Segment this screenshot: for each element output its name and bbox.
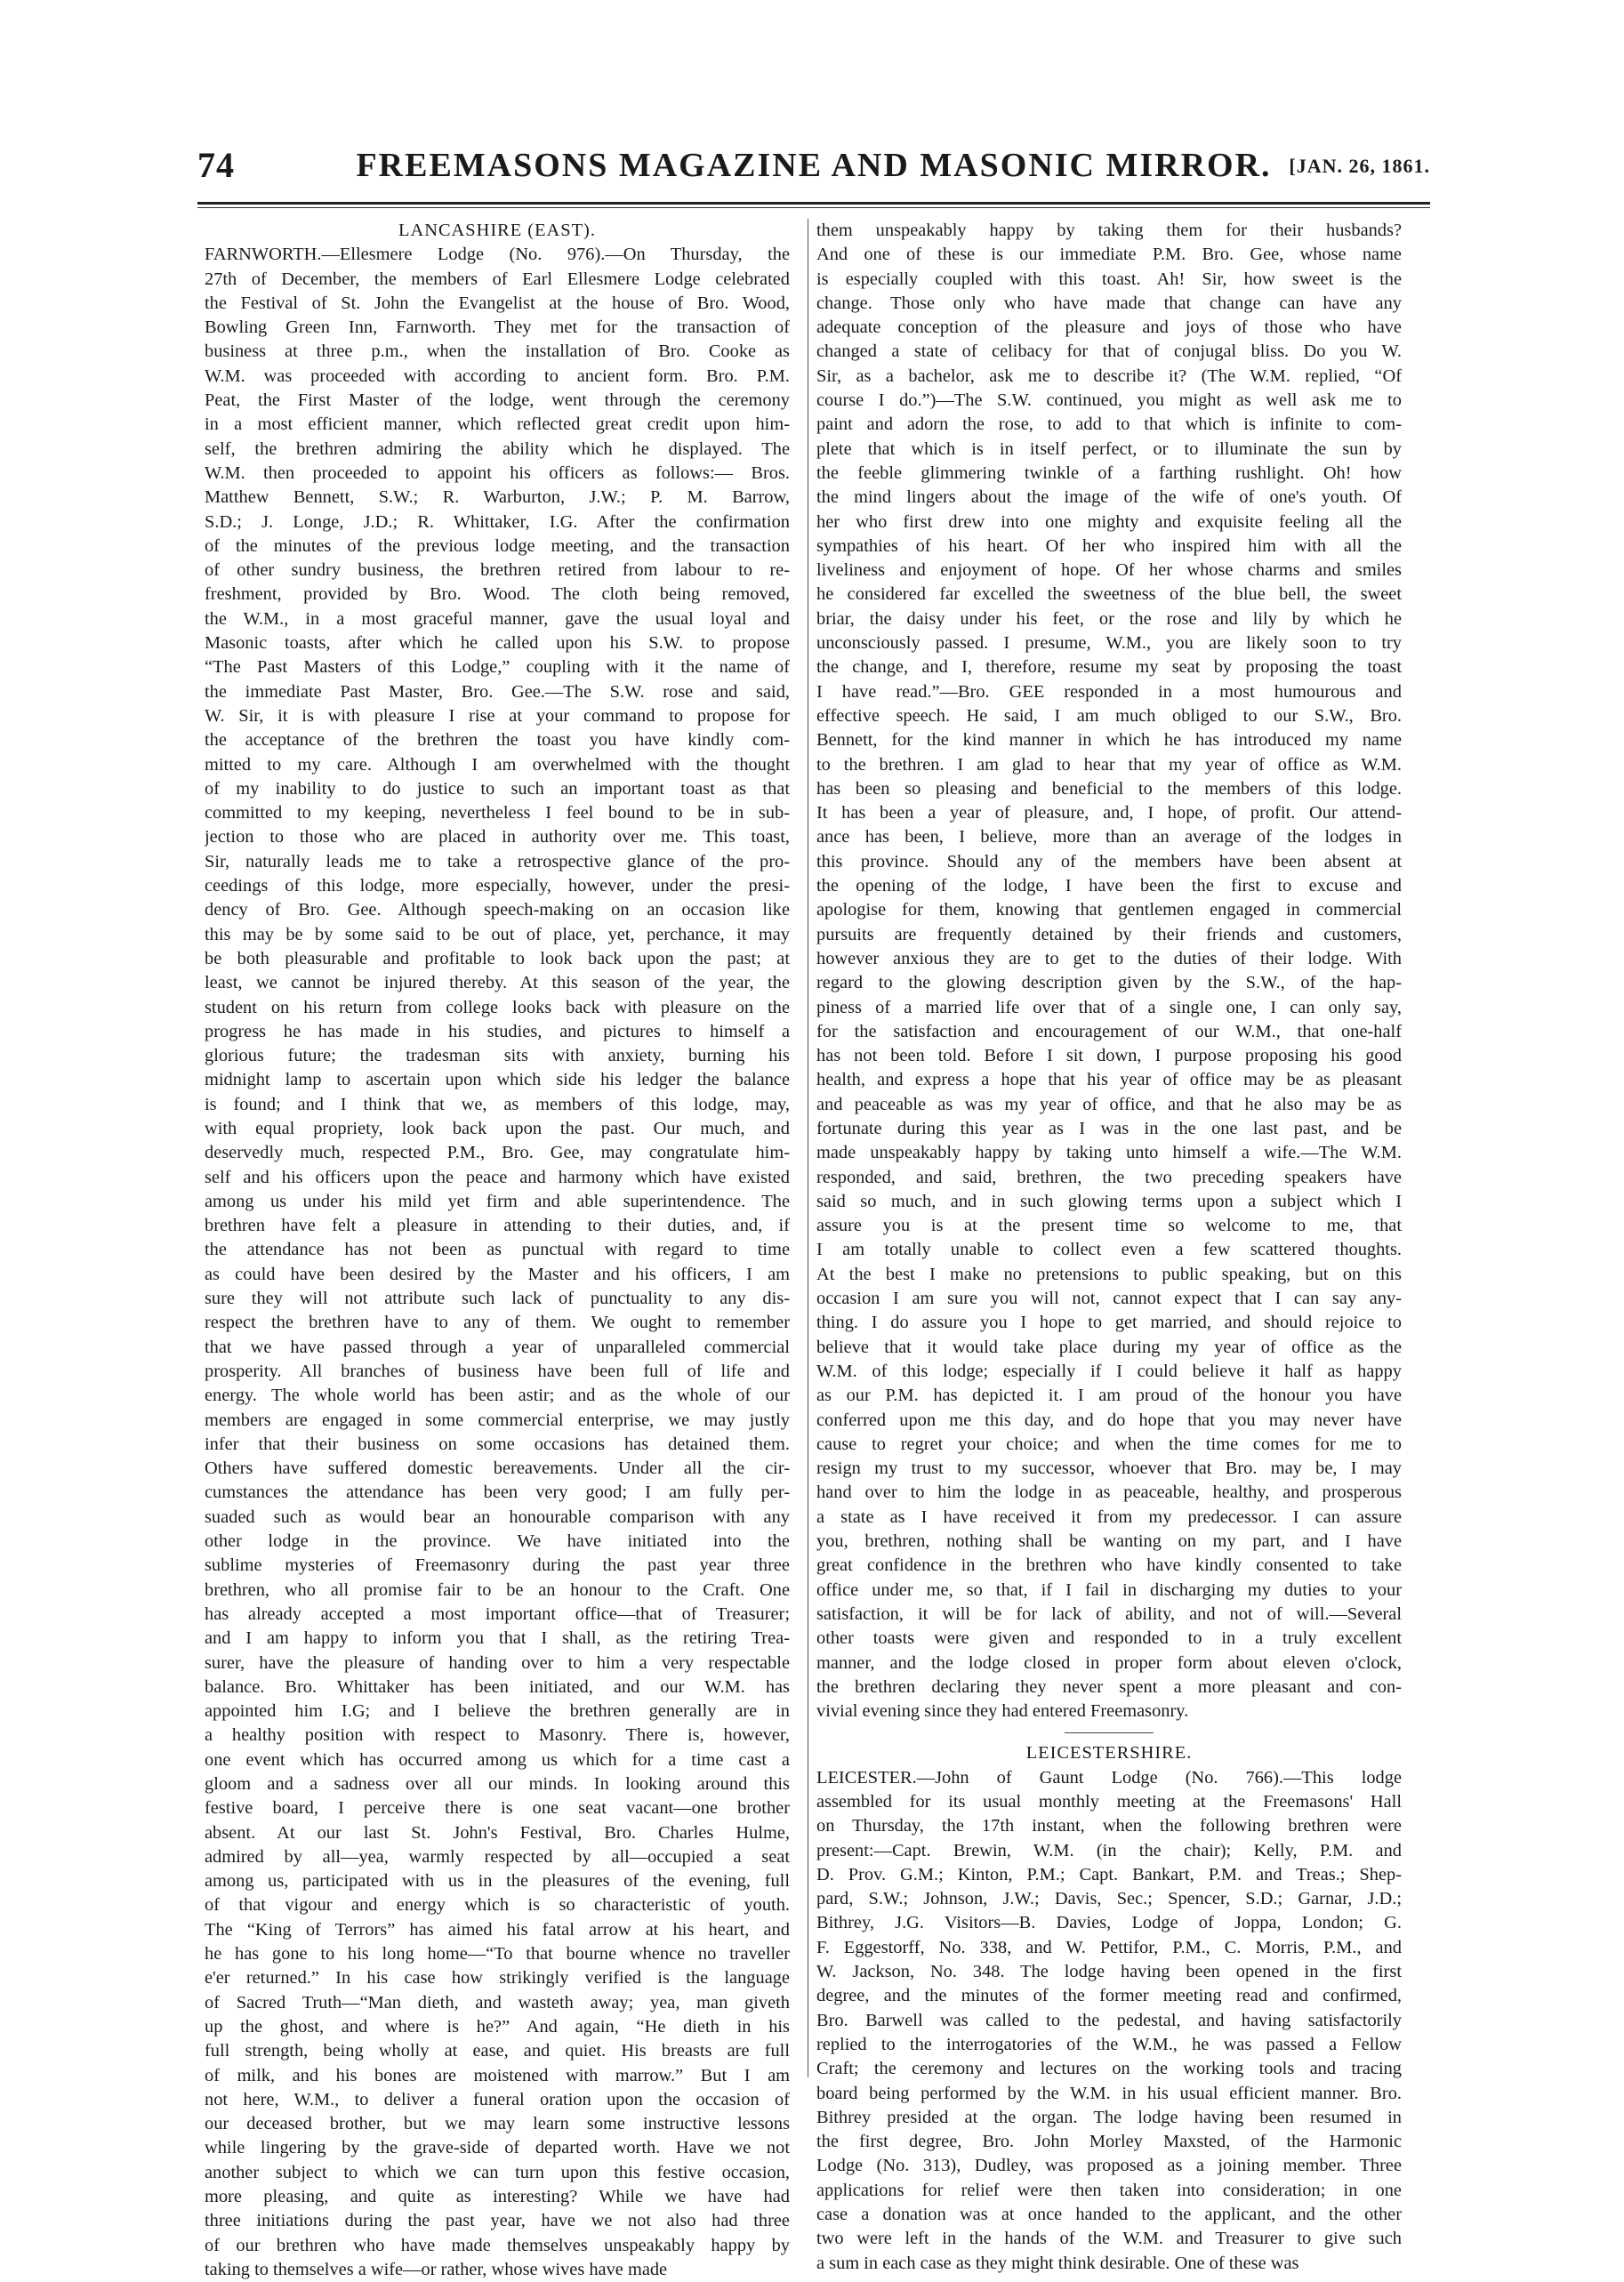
text-line: a healthy position with respect to Masonry. There is, however,: [205, 1725, 790, 1746]
text-line: absent. At our last St. John's Festival, Bro. Charles Hulme,: [205, 1822, 790, 1843]
text-line: Craft; the ceremony and lectures on the working tools and tracing: [816, 2059, 1402, 2079]
text-line: among us under his mild yet firm and able superintendence. The: [205, 1191, 790, 1211]
section-divider: [1065, 1732, 1154, 1733]
text-line: occasion I am sure you will not, cannot expect that I can say any-: [816, 1289, 1402, 1309]
text-line: FARNWORTH.—Ellesmere Lodge (No. 976).—On Thursday, the: [205, 245, 790, 265]
text-line: manner, and the lodge closed in proper form about eleven o'clock,: [816, 1652, 1402, 1673]
text-line: W.M. then proceeded to appoint his officers as follows:— Bros.: [205, 462, 790, 483]
text-line: sure they will not attribute such lack of punctuality to any dis-: [205, 1289, 790, 1309]
text-line: two were left in the hands of the W.M. and Treasurer to give such: [816, 2229, 1402, 2249]
text-line: satisfaction, it will be for lack of ability, and not of will.—Several: [816, 1603, 1402, 1624]
text-line: brethren, who all promise fair to be an honour to the Craft. One: [205, 1579, 790, 1600]
text-line: liveliness and enjoyment of hope. Of her whose charms and smiles: [816, 560, 1402, 581]
text-line: gloom and a sadness over all our minds. In looking around this: [205, 1774, 790, 1794]
text-line: brethren have felt a pleasure in attending to their duties, and, if: [205, 1216, 790, 1236]
text-line: up the ghost, and where is he?” And again, “He dieth in his: [205, 2016, 790, 2037]
text-line: has been so pleasing and beneficial to the members of this lodge.: [816, 778, 1402, 799]
text-line: self, the brethren admiring the ability which he displayed. The: [205, 438, 790, 459]
text-line: members are engaged in some commercial enterprise, we may justly: [205, 1410, 790, 1430]
text-line: vivial evening since they had entered Freemasonry.: [816, 1701, 1189, 1722]
text-line: taking to themselves a wife—or rather, whose wives have made: [205, 2259, 668, 2279]
text-line: and I am happy to inform you that I shall, as the retiring Trea-: [205, 1628, 790, 1649]
text-line: of milk, and his bones are moistened with marrow.” But I am: [205, 2065, 790, 2085]
section-heading-leicestershire: LEICESTERSHIRE.: [1025, 1743, 1193, 1764]
text-line: S.D.; J. Longe, J.D.; R. Whittaker, I.G. After the confirmation: [205, 511, 790, 532]
text-line: the attendance has not been as punctual with regard to time: [205, 1240, 790, 1260]
text-line: Others have suffered domestic bereavements. Under all the cir-: [205, 1458, 790, 1479]
text-line: the mind lingers about the image of the wife of one's youth. Of: [816, 487, 1402, 508]
text-line: resign my trust to my successor, whoever that Bro. may be, I may: [816, 1458, 1402, 1479]
text-line: apologise for them, knowing that gentlemen engaged in commercial: [816, 900, 1402, 920]
text-line: our deceased brother, but we may learn some instructive lessons: [205, 2114, 790, 2134]
text-line: case a donation was at once handed to the applicant, and the other: [816, 2205, 1402, 2225]
page-header: [197, 144, 1430, 197]
text-line: is found; and I think that we, as members of this lodge, may,: [205, 1094, 790, 1114]
text-line: The “King of Terrors” has aimed his fatal arrow at his heart, and: [205, 1919, 790, 1940]
text-line: sublime mysteries of Freemasonry during the past year three: [205, 1555, 790, 1576]
text-line: suaded such as would bear an honourable comparison with any: [205, 1507, 790, 1527]
text-line: and peaceable as was my year of office, and that he also may be as: [816, 1094, 1402, 1114]
text-line: Bro. Barwell was called to the pedestal, and having satisfactorily: [816, 2010, 1402, 2030]
text-line: board being performed by the W.M. in his usual efficient manner. Bro.: [816, 2083, 1402, 2103]
text-line: of that vigour and energy which is so characteristic of youth.: [205, 1895, 790, 1916]
text-line: the brethren declaring they never spent a more pleasant and con-: [816, 1676, 1402, 1697]
text-line: briar, the daisy under his feet, or the rose and lily by which he: [816, 608, 1402, 629]
text-line: other toasts were given and responded to in a truly excellent: [816, 1628, 1402, 1649]
text-line: change. Those only who have made that change can have any: [816, 293, 1402, 313]
text-line: for the satisfaction and encouragement of our W.M., that one-half: [816, 1021, 1402, 1041]
running-title: FREEMASONS MAGAZINE AND MASONIC MIRROR.: [356, 147, 1272, 184]
text-line: other lodge in the province. We have initiated into the: [205, 1531, 790, 1552]
text-line: LEICESTER.—John of Gaunt Lodge (No. 766).—This lodge: [816, 1767, 1402, 1788]
text-line: plete that which is in itself perfect, or to illuminate the sun by: [816, 438, 1402, 459]
text-line: sympathies of his heart. Of her who inspired him with all the: [816, 535, 1402, 556]
text-line: said so much, and in such glowing terms upon a subject which I: [816, 1191, 1402, 1211]
text-line: I have read.”—Bro. GEE responded in a most humourous and: [816, 681, 1402, 702]
right-column-text-b: [816, 1766, 1402, 2276]
text-line: is especially coupled with this toast. Ah! Sir, how sweet is the: [816, 269, 1402, 289]
text-line: dency of Bro. Gee. Although speech-making on an occasion like: [205, 900, 790, 920]
text-line: deservedly much, respected P.M., Bro. Gee, may congratulate him-: [205, 1143, 790, 1163]
text-line: unconsciously passed. I presume, W.M., you are likely soon to try: [816, 633, 1402, 654]
text-line: business at three p.m., when the installation of Bro. Cooke as: [205, 341, 790, 362]
text-line: hand over to him the lodge in as peaceable, healthy, and prosperous: [816, 1482, 1402, 1503]
text-line: midnight lamp to ascertain upon which side his ledger the balance: [205, 1070, 790, 1090]
text-line: pursuits are frequently detained by their friends and customers,: [816, 924, 1402, 944]
text-line: three initiations during the past year, have we not also had three: [205, 2211, 790, 2231]
page-number: 74: [197, 145, 235, 185]
text-line: not here, W.M., to deliver a funeral oration upon the occasion of: [205, 2089, 790, 2109]
text-line: jection to those who are placed in authority over me. This toast,: [205, 827, 790, 848]
text-line: applications for relief were then taken into consideration; in one: [816, 2180, 1402, 2200]
text-line: of the minutes of the previous lodge meeting, and the transaction: [205, 535, 790, 556]
text-line: progress he has made in his studies, and pictures to himself a: [205, 1021, 790, 1041]
text-line: pard, S.W.; Johnson, J.W.; Davis, Sec.; Spencer, S.D.; Garnar, J.D.;: [816, 1889, 1402, 1909]
text-line: changed a state of celibacy for that of conjugal bliss. Do you W.: [816, 341, 1402, 362]
text-line: Sir, as a bachelor, ask me to describe it? (The W.M. replied, “Of: [816, 366, 1402, 386]
text-line: Masonic toasts, after which he called upon his S.W. to propose: [205, 633, 790, 654]
text-line: one event which has occurred among us which for a time cast a: [205, 1749, 790, 1770]
text-line: the change, and I, therefore, resume my seat by proposing the toast: [816, 657, 1402, 678]
text-line: freshment, provided by Bro. Wood. The cloth being removed,: [205, 584, 790, 605]
text-line: student on his return from college looks back with pleasure on the: [205, 997, 790, 1017]
text-line: W.M. of this lodge; especially if I could believe it half as happy: [816, 1361, 1402, 1381]
text-line: present:—Capt. Brewin, W.M. (in the chair); Kelly, P.M. and: [816, 1840, 1402, 1860]
header-rule-thick: [197, 202, 1430, 205]
text-line: in a most efficient manner, which reflected great credit upon him-: [205, 414, 790, 435]
text-line: D. Prov. G.M.; Kinton, P.M.; Capt. Bankart, P.M. and Treas.; Shep-: [816, 1864, 1402, 1884]
text-line: energy. The whole world has been astir; and as the whole of our: [205, 1386, 790, 1406]
text-line: 27th of December, the members of Earl Ellesmere Lodge celebrated: [205, 269, 790, 289]
right-column-text-a: [816, 219, 1402, 1724]
text-line: as could have been desired by the Master and his officers, I am: [205, 1264, 790, 1284]
text-line: At the best I make no pretensions to public speaking, but on this: [816, 1264, 1402, 1284]
text-line: great confidence in the brethren who have kindly consented to take: [816, 1555, 1402, 1576]
text-line: prosperity. All branches of business have been full of life and: [205, 1361, 790, 1381]
text-line: effective speech. He said, I am much obliged to our S.W., Bro.: [816, 705, 1402, 726]
text-line: W. Sir, it is with pleasure I rise at your command to propose for: [205, 705, 790, 726]
text-line: cumstances the attendance has been very good; I am fully per-: [205, 1482, 790, 1503]
text-line: the immediate Past Master, Bro. Gee.—The S.W. rose and said,: [205, 681, 790, 702]
text-line: mitted to my care. Although I am overwhelmed with the thought: [205, 754, 790, 775]
text-line: her who first drew into one mighty and exquisite feeling all the: [816, 511, 1402, 532]
text-line: with equal propriety, look back upon the past. Our much, and: [205, 1118, 790, 1138]
text-line: festive board, I perceive there is one seat vacant—one brother: [205, 1798, 790, 1819]
text-line: F. Eggestorff, No. 338, and W. Pettifor, P.M., C. Morris, P.M., and: [816, 1937, 1402, 1957]
text-line: however anxious they are to get to the duties of their lodge. With: [816, 948, 1402, 968]
text-line: the acceptance of the brethren the toast you have kindly com-: [205, 730, 790, 751]
text-line: replied to the interrogatories of the W.M., he was passed a Fellow: [816, 2034, 1402, 2054]
text-line: of my inability to do justice to such an important toast as that: [205, 778, 790, 799]
text-line: office under me, so that, if I fail in discharging my duties to your: [816, 1579, 1402, 1600]
text-line: made unspeakably happy by taking unto himself a wife.—The W.M.: [816, 1143, 1402, 1163]
text-line: to the brethren. I am glad to hear that my year of office as W.M.: [816, 754, 1402, 775]
text-line: ceedings of this lodge, more especially, however, under the presi-: [205, 876, 790, 896]
text-line: thing. I do assure you I hope to get married, and should rejoice to: [816, 1313, 1402, 1333]
text-line: Bithrey, J.G. Visitors—B. Davies, Lodge of Joppa, London; G.: [816, 1913, 1402, 1933]
text-line: assure you is at the present time so welcome to me, that: [816, 1216, 1402, 1236]
text-line: paint and adorn the rose, to add to that which is infinite to com-: [816, 414, 1402, 435]
right-column: [816, 219, 1402, 2276]
text-line: has already accepted a most important office—that of Treasurer;: [205, 1603, 790, 1624]
text-line: cause to regret your choice; and when the time comes for me to: [816, 1434, 1402, 1454]
text-line: the Festival of St. John the Evangelist at the house of Bro. Wood,: [205, 293, 790, 313]
text-line: balance. Bro. Whittaker has been initiated, and our W.M. has: [205, 1676, 790, 1697]
text-line: adequate conception of the pleasure and joys of those who have: [816, 317, 1402, 338]
text-line: he has gone to his long home—“To that bourne whence no traveller: [205, 1944, 790, 1965]
header-rule-thin: [197, 207, 1430, 208]
text-line: It has been a year of pleasure, and, I hope, of profit. Our attend-: [816, 803, 1402, 824]
text-line: this province. Should any of the members have been absent at: [816, 851, 1402, 872]
text-line: health, and express a hope that his year of office may be as pleasant: [816, 1070, 1402, 1090]
text-line: believe that it would take place during my year of office as the: [816, 1337, 1402, 1357]
text-line: appointed him I.G; and I believe the brethren generally are in: [205, 1701, 790, 1722]
text-line: regard to the glowing description given by the S.W., of the hap-: [816, 973, 1402, 993]
text-line: more pleasing, and quite as interesting? While we have had: [205, 2187, 790, 2207]
text-line: the feeble glimmering twinkle of a farthing rushlight. Oh! how: [816, 462, 1402, 483]
text-line: admired by all—yea, warmly respected by all—occupied a seat: [205, 1846, 790, 1867]
text-line: them unspeakably happy by taking them for their husbands?: [816, 221, 1402, 240]
text-line: Sir, naturally leads me to take a retrospective glance of the pro-: [205, 851, 790, 872]
text-line: of our brethren who have made themselves unspeakably happy by: [205, 2235, 790, 2255]
text-line: the opening of the lodge, I have been the first to excuse and: [816, 876, 1402, 896]
text-line: you, brethren, nothing shall be wanting on my part, and I have: [816, 1531, 1402, 1552]
text-line: assembled for its usual monthly meeting at the Freemasons' Hall: [816, 1792, 1402, 1812]
text-line: of Sacred Truth—“Man dieth, and wasteth away; yea, man giveth: [205, 1992, 790, 2013]
text-line: that we have passed through a year of unparalleled commercial: [205, 1337, 790, 1357]
text-line: piness of a married life over that of a single one, I can only say,: [816, 997, 1402, 1017]
text-line: self and his officers upon the peace and harmony which have existed: [205, 1167, 790, 1187]
text-line: has not been told. Before I sit down, I purpose proposing his good: [816, 1046, 1402, 1066]
text-line: Bowling Green Inn, Farnworth. They met for the transaction of: [205, 317, 790, 338]
text-line: another subject to which we can turn upon this festive occasion,: [205, 2162, 790, 2182]
text-line: of other sundry business, the brethren retired from labour to re-: [205, 560, 790, 581]
text-line: a state as I have received it from my predecessor. I can assure: [816, 1507, 1402, 1527]
text-line: be both pleasurable and profitable to look back upon the past; at: [205, 948, 790, 968]
text-line: conferred upon me this day, and do hope that you may never have: [816, 1410, 1402, 1430]
text-line: he considered far excelled the sweetness of the blue bell, the sweet: [816, 584, 1402, 605]
text-line: committed to my keeping, nevertheless I feel bound to be in sub-: [205, 803, 790, 824]
issue-date: [JAN. 26, 1861.: [1289, 155, 1430, 177]
text-line: Matthew Bennett, S.W.; R. Warburton, J.W.; P. M. Barrow,: [205, 487, 790, 508]
text-line: this may be by some said to be out of place, yet, perchance, it may: [205, 924, 790, 944]
text-line: degree, and the minutes of the former meeting read and confirmed,: [816, 1986, 1402, 2006]
text-line: Bithrey presided at the organ. The lodge having been resumed in: [816, 2107, 1402, 2127]
text-line: fortunate during this year as I was in the one last past, and be: [816, 1118, 1402, 1138]
text-line: among us, participated with us in the pleasures of the evening, full: [205, 1871, 790, 1892]
text-line: as our P.M. has depicted it. I am proud of the honour you have: [816, 1386, 1402, 1406]
text-line: I am totally unable to collect even a few scattered thoughts.: [816, 1240, 1402, 1260]
text-line: the first degree, Bro. John Morley Maxsted, of the Harmonic: [816, 2132, 1402, 2152]
text-line: while lingering by the grave-side of departed worth. Have we not: [205, 2138, 790, 2158]
text-line: “The Past Masters of this Lodge,” coupling with it the name of: [205, 657, 790, 678]
text-line: surer, have the pleasure of handing over to him a very respectable: [205, 1652, 790, 1673]
text-line: responded, and said, brethren, the two preceding speakers have: [816, 1167, 1402, 1187]
text-line: e'er returned.” In his case how strikingly verified is the language: [205, 1968, 790, 1989]
text-line: full strength, being wholly at ease, and quiet. His breasts are full: [205, 2041, 790, 2061]
text-line: the W.M., in a most graceful manner, gave the usual loyal and: [205, 608, 790, 629]
section-heading-lancashire: LANCASHIRE (EAST).: [398, 221, 596, 240]
text-line: And one of these is our immediate P.M. Bro. Gee, whose name: [816, 245, 1402, 265]
left-column: [205, 219, 790, 2282]
text-line: on Thursday, the 17th instant, when the following brethren were: [816, 1816, 1402, 1836]
text-line: ance has been, I believe, more than an average of the lodges in: [816, 827, 1402, 848]
text-line: infer that their business on some occasions has detained them.: [205, 1434, 790, 1454]
text-line: a sum in each case as they might think desirable. One of these was: [816, 2253, 1299, 2273]
text-line: respect the brethren have to any of them. We ought to remember: [205, 1313, 790, 1333]
text-line: Lodge (No. 313), Dudley, was proposed as a joining member. Three: [816, 2156, 1402, 2176]
text-line: least, we cannot be injured thereby. At this season of the year, the: [205, 973, 790, 993]
text-line: W. Jackson, No. 348. The lodge having been opened in the first: [816, 1962, 1402, 1982]
text-line: W.M. was proceeded with according to ancient form. Bro. P.M.: [205, 366, 790, 386]
text-line: Bennett, for the kind manner in which he has introduced my name: [816, 730, 1402, 751]
text-line: Peat, the First Master of the lodge, went through the ceremony: [205, 390, 790, 411]
text-line: course I do.”)—The S.W. continued, you might as well ask me to: [816, 390, 1402, 411]
text-line: glorious future; the tradesman sits with anxiety, burning his: [205, 1046, 790, 1066]
